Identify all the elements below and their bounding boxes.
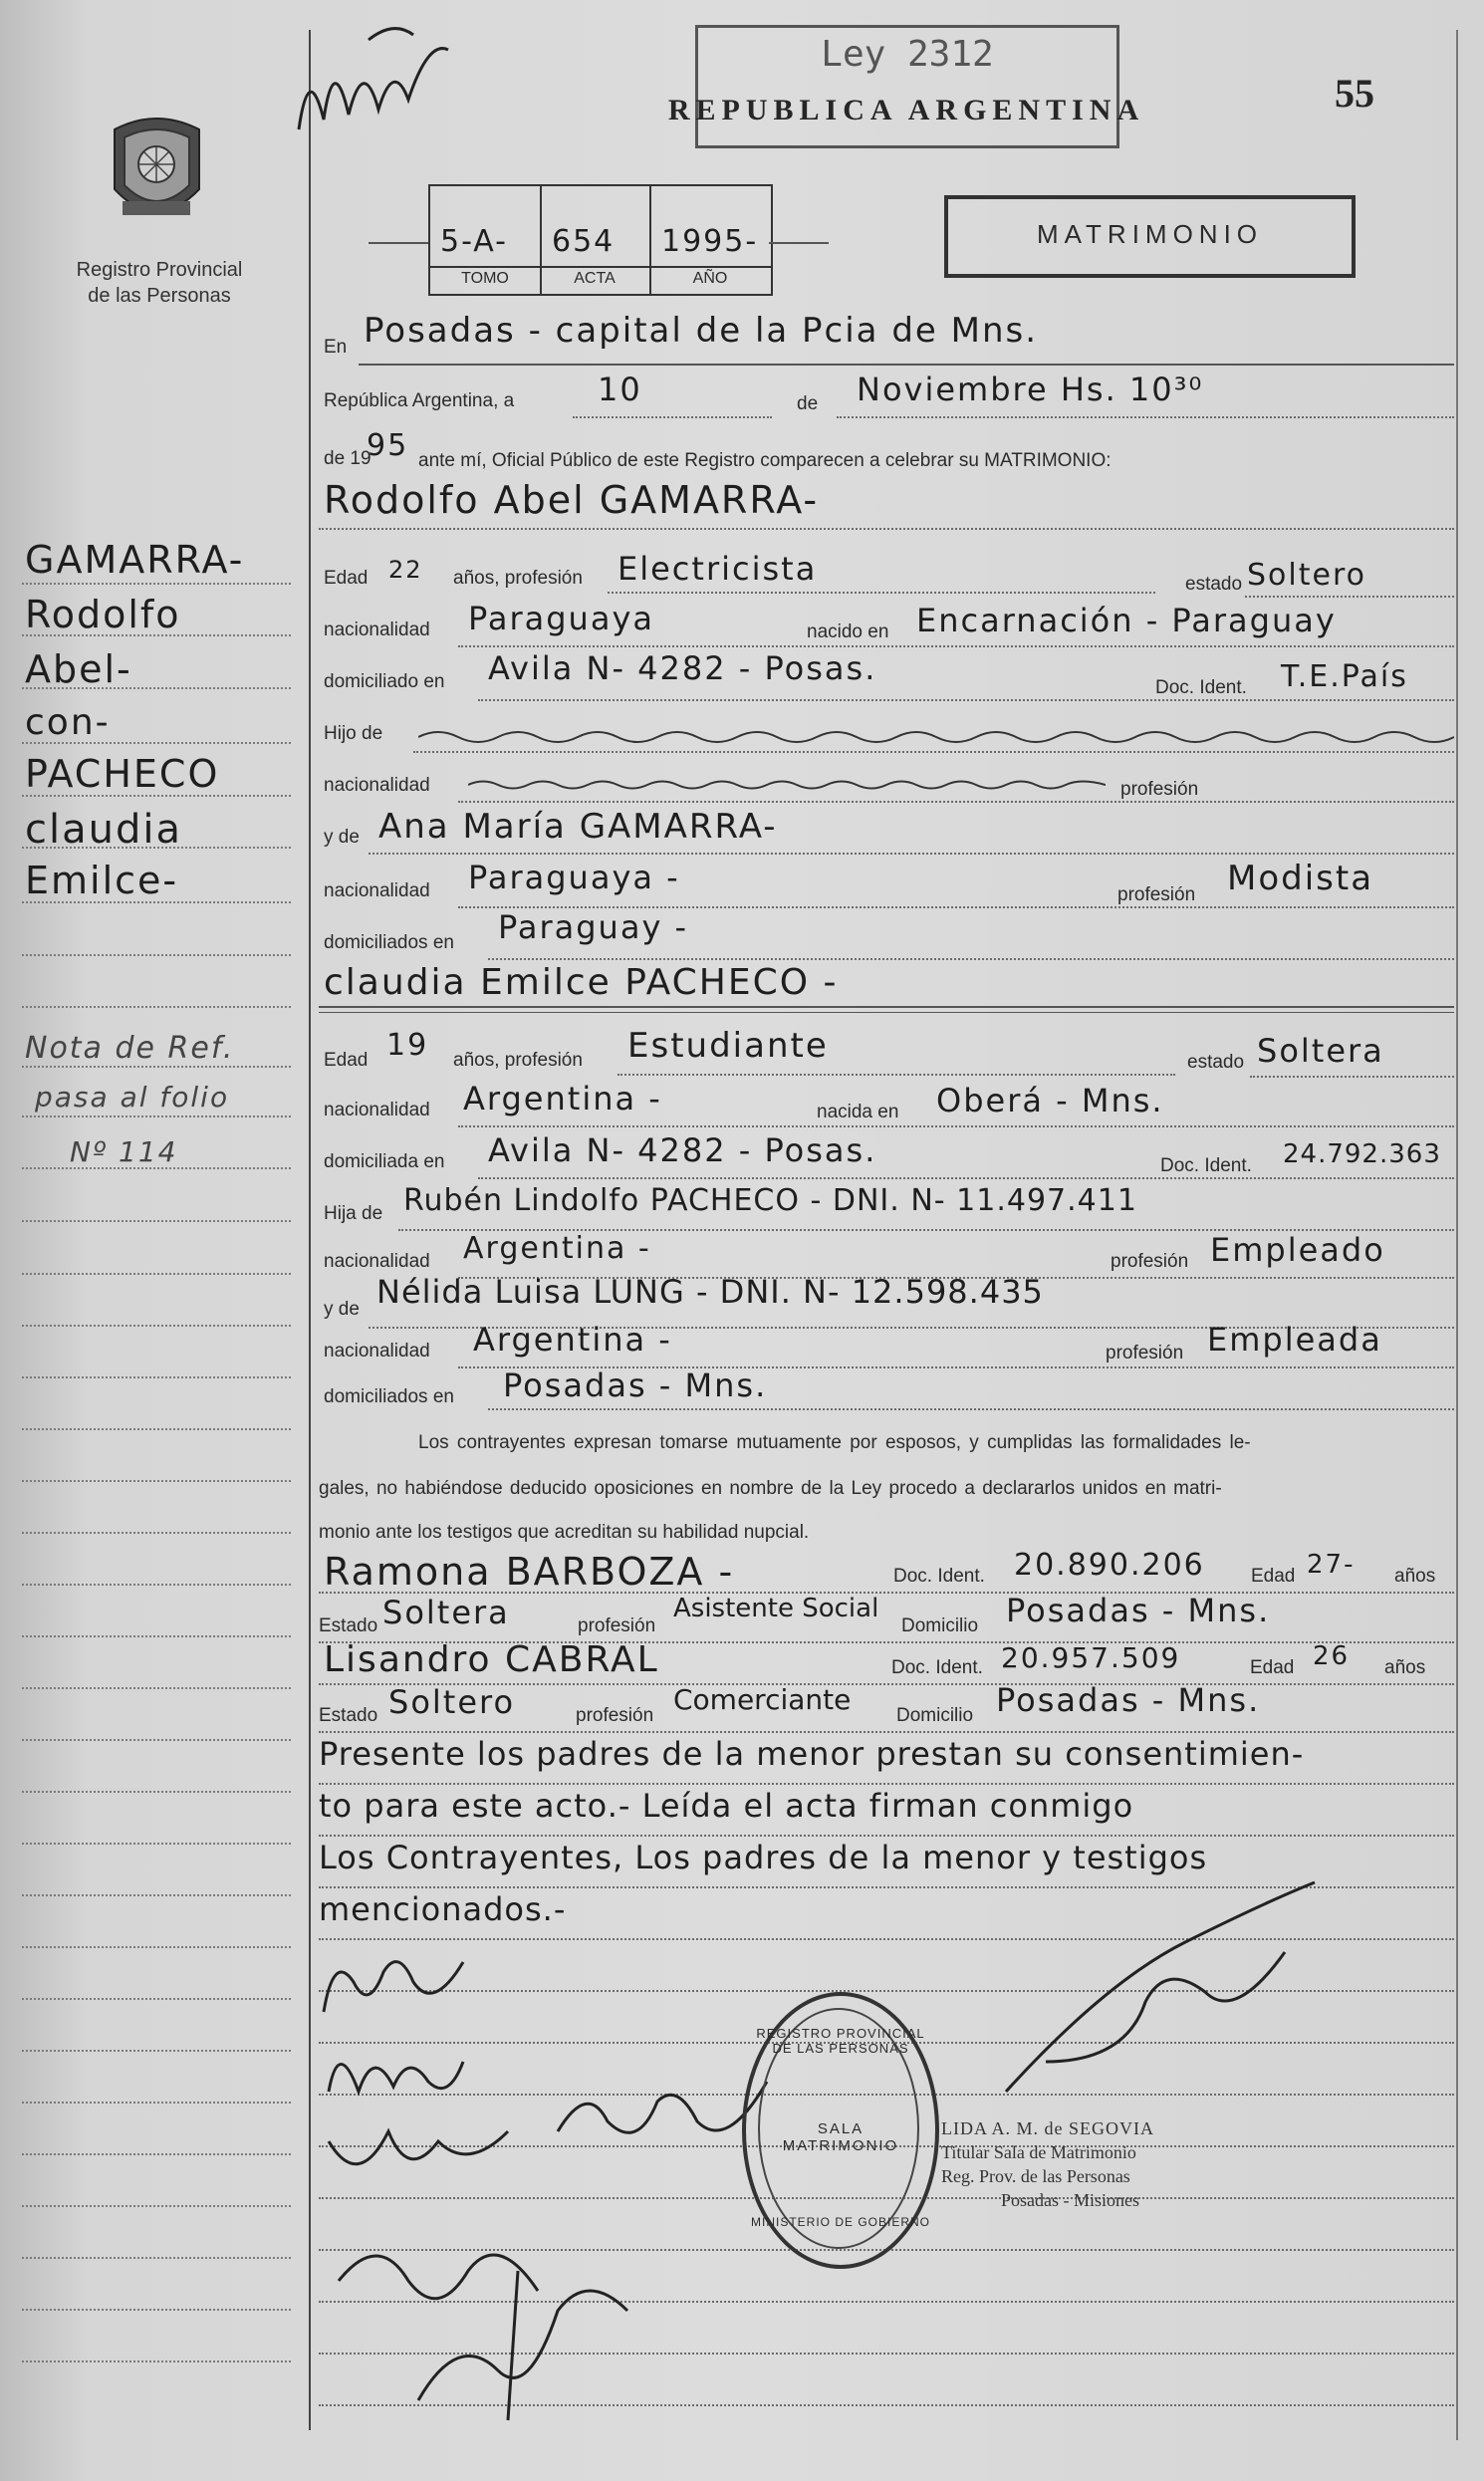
bride-father-nac: Argentina -: [463, 1231, 651, 1266]
provincial-emblem: [105, 110, 209, 234]
official-signature: [986, 1862, 1345, 2121]
bride-nacida: Oberá - Mns.: [936, 1082, 1164, 1119]
groom-estado-label: estado: [1185, 574, 1243, 595]
registry-line1: Registro Provincial: [76, 259, 243, 281]
header-initial-signature: [279, 20, 458, 149]
witness-2-estado-label: Estado: [319, 1705, 378, 1726]
marriage-place: Posadas - capital de la Pcia de Mns.: [364, 311, 1039, 351]
declaration-line-3: monio ante los testigos que acreditan su habilidad nupcial.: [319, 1522, 810, 1543]
margin-note-3: Nº 114: [70, 1135, 178, 1168]
groom-doc-label: Doc. Ident.: [1155, 677, 1247, 698]
witness-1-domicilio: Posadas - Mns.: [1006, 1592, 1271, 1629]
country-title: REPUBLICA ARGENTINA: [667, 94, 1145, 126]
bride-father: Rubén Lindolfo PACHECO - DNI. N- 11.497.411: [403, 1183, 1137, 1218]
bride-mother-nac-label: nacionalidad: [324, 1341, 430, 1362]
margin-rule: [309, 30, 311, 2430]
groom-edad: 22: [388, 556, 423, 584]
bride-nacionalidad: Argentina -: [463, 1080, 662, 1117]
witness-1-doc-label: Doc. Ident.: [893, 1566, 985, 1587]
intro-sentence: ante mí, Oficial Público de este Registro comparecen a celebrar su MATRIMONIO:: [418, 450, 1112, 471]
bride-mother-nac: Argentina -: [473, 1321, 672, 1359]
bride-profesion: Estudiante: [627, 1026, 829, 1066]
bride-father-nac-label: nacionalidad: [324, 1251, 430, 1272]
witness-1-name: Ramona BARBOZA -: [324, 1550, 735, 1594]
bride-estado-label: estado: [1187, 1052, 1245, 1073]
witness-2-domicilio: Posadas - Mns.: [996, 1681, 1261, 1719]
bride-signature: [314, 2032, 473, 2121]
groom-mother-prof: Modista: [1227, 859, 1374, 898]
witness-1-anos-label: años: [1394, 1566, 1436, 1587]
margin-name-6: claudia: [25, 807, 182, 853]
official-stamp-line4: Posadas - Misiones: [1001, 2190, 1139, 2210]
witness-2-doc-label: Doc. Ident.: [891, 1657, 983, 1678]
bride-doms-label: domiciliados en: [324, 1386, 454, 1407]
acta-value: 654: [552, 224, 616, 259]
note-line-4: mencionados.-: [319, 1890, 567, 1928]
bride-estado: Soltera: [1257, 1032, 1384, 1070]
round-seal: [742, 1992, 939, 2269]
seal-ring-bottom: MINISTERIO DE GOBIERNO: [751, 2215, 931, 2229]
father-signature: [319, 2111, 518, 2201]
groom-name: Rodolfo Abel GAMARRA-: [324, 478, 820, 522]
groom-father-nac-label: nacionalidad: [324, 775, 430, 796]
witness-1-profesion: Asistente Social: [673, 1594, 879, 1623]
witness-1-prof-label: profesión: [578, 1615, 656, 1636]
record-rule-right: [769, 242, 829, 244]
witness-2-name: Lisandro CABRAL: [324, 1639, 659, 1680]
bride-nac-label: nacionalidad: [324, 1100, 430, 1120]
bride-parents-dom: Posadas - Mns.: [503, 1366, 768, 1404]
marriage-day: 10: [598, 371, 642, 408]
margin-note-1: Nota de Ref.: [25, 1031, 235, 1066]
seal-center: SALA MATRIMONIO: [782, 2120, 899, 2154]
note-line-3: Los Contrayentes, Los padres de la menor y testigos: [319, 1839, 1208, 1876]
groom-hijo-label: Hijo de: [324, 723, 383, 744]
witness-2-prof-label: profesión: [576, 1705, 654, 1726]
margin-name-7: Emilce-: [25, 859, 179, 902]
margin-name-2: Rodolfo: [25, 593, 181, 636]
acta-label: ACTA: [574, 270, 616, 287]
year-prefix: de 19: [324, 448, 371, 469]
groom-nac-label: nacionalidad: [324, 620, 430, 640]
groom-nacionalidad: Paraguaya: [468, 600, 654, 637]
law-stamp-text: Ley 2312: [821, 34, 994, 75]
bride-edad-label: Edad: [324, 1050, 369, 1071]
bride-mother-prof-label: profesión: [1106, 1343, 1184, 1364]
groom-profesion: Electricista: [618, 550, 818, 588]
groom-signature: [314, 1942, 473, 2032]
ano-label: AÑO: [692, 270, 728, 287]
official-stamp-line1: LIDA A. M. de SEGOVIA: [941, 2118, 1154, 2138]
witness-2-profesion: Comerciante: [673, 1683, 852, 1716]
tomo-label: TOMO: [461, 270, 509, 287]
bride-doc-label: Doc. Ident.: [1160, 1155, 1252, 1176]
margin-note-2: pasa al folio: [35, 1081, 230, 1114]
bride-hija-label: Hija de: [324, 1203, 383, 1224]
witness-2-dom-label: Domicilio: [896, 1705, 974, 1726]
certificate-type: MATRIMONIO: [1036, 219, 1264, 249]
witness-signature-2: [398, 2251, 657, 2430]
bride-name: claudia Emilce PACHECO -: [324, 962, 839, 1003]
seal-ring-top: REGISTRO PROVINCIAL DE LAS PERSONAS: [756, 2026, 925, 2056]
law-stamp: [695, 25, 1119, 148]
margin-name-4: con-: [25, 702, 111, 743]
groom-edad-label: Edad: [324, 568, 369, 589]
witness-1-edad-label: Edad: [1251, 1566, 1296, 1587]
certificate-type-box: [944, 195, 1356, 278]
official-stamp-line2: Titular Sala de Matrimonio: [941, 2142, 1136, 2162]
bride-doc: 24.792.363: [1283, 1139, 1441, 1169]
marriage-month-time: Noviembre Hs. 10³⁰: [857, 371, 1204, 408]
en-label: En: [324, 337, 348, 358]
witness-1-dom-label: Domicilio: [901, 1615, 979, 1636]
bride-mother: Nélida Luisa LUNG - DNI. N- 12.598.435: [376, 1273, 1044, 1311]
margin-name-3: Abel-: [25, 647, 132, 691]
bride-mother-prof: Empleada: [1207, 1321, 1382, 1359]
margin-name-5: PACHECO: [25, 752, 220, 796]
record-rule-left: [369, 242, 428, 244]
page-number: 55: [1335, 71, 1374, 116]
witness-2-edad: 26: [1313, 1641, 1351, 1671]
groom-doms-label: domiciliados en: [324, 932, 454, 953]
groom-nacido: Encarnación - Paraguay: [916, 602, 1337, 639]
bride-anos-label: años, profesión: [453, 1050, 583, 1071]
bride-dom-label: domiciliada en: [324, 1151, 445, 1172]
witness-2-estado: Soltero: [388, 1683, 516, 1721]
de-label: de: [797, 393, 819, 414]
bride-father-prof: Empleado: [1210, 1231, 1385, 1269]
groom-yde-label: y de: [324, 827, 360, 848]
witness-1-estado: Soltera: [382, 1594, 510, 1631]
ano-value: 1995-: [661, 224, 759, 259]
groom-mother: Ana María GAMARRA-: [378, 807, 778, 847]
official-stamp-line3: Reg. Prov. de las Personas: [941, 2166, 1130, 2186]
official-stamp: [941, 2116, 1154, 2212]
groom-estado: Soltero: [1247, 558, 1366, 593]
registry-line2: de las Personas: [88, 285, 231, 307]
groom-father-prof-label: profesión: [1120, 779, 1199, 800]
groom-mother-nac-label: nacionalidad: [324, 880, 430, 901]
groom-parents-dom: Paraguay -: [498, 908, 689, 946]
groom-mother-prof-label: profesión: [1117, 884, 1196, 905]
year-suffix: 95: [367, 428, 409, 463]
groom-anos-label: años, profesión: [453, 568, 583, 589]
witness-1-doc: 20.890.206: [1014, 1548, 1205, 1583]
note-line-2: to para este acto.- Leída el acta firman conmigo: [319, 1787, 1134, 1825]
republic-label: República Argentina, a: [324, 390, 515, 411]
margin-name-1: GAMARRA-: [25, 538, 245, 582]
witness-2-edad-label: Edad: [1250, 1657, 1295, 1678]
declaration-line-1: Los contrayentes expresan tomarse mutuamente por esposos, y cumplidas las formalidades le-: [418, 1432, 1251, 1453]
tomo-value: 5-A-: [440, 224, 508, 259]
registry-name: [60, 257, 259, 309]
note-line-1: Presente los padres de la menor prestan su consentimien-: [319, 1735, 1305, 1773]
bride-father-prof-label: profesión: [1111, 1251, 1189, 1272]
groom-nacido-label: nacido en: [807, 621, 889, 642]
groom-dom-label: domiciliado en: [324, 671, 445, 692]
groom-father-void-stroke: [418, 722, 1454, 752]
groom-mother-nac: Paraguaya -: [468, 859, 680, 896]
groom-domicilio: Avila N- 4282 - Posas.: [488, 649, 877, 687]
witness-2-anos-label: años: [1384, 1657, 1426, 1678]
bride-edad: 19: [386, 1028, 429, 1063]
declaration-line-2: gales, no habiéndose deducido oposiciones en nombre de la Ley procedo a declararlos unidos en matri-: [319, 1478, 1222, 1499]
bride-nacida-label: nacida en: [817, 1102, 899, 1122]
right-edge-rule: [1456, 30, 1458, 2440]
witness-1-edad: 27-: [1307, 1550, 1356, 1580]
witness-2-doc: 20.957.509: [1001, 1641, 1181, 1674]
bride-yde-label: y de: [324, 1299, 360, 1320]
bride-domicilio: Avila N- 4282 - Posas.: [488, 1131, 877, 1169]
witness-1-estado-label: Estado: [319, 1615, 378, 1636]
groom-father-nac-void: [468, 775, 1106, 795]
groom-doc: T.E.País: [1281, 659, 1408, 694]
record-number-box: [428, 184, 773, 296]
